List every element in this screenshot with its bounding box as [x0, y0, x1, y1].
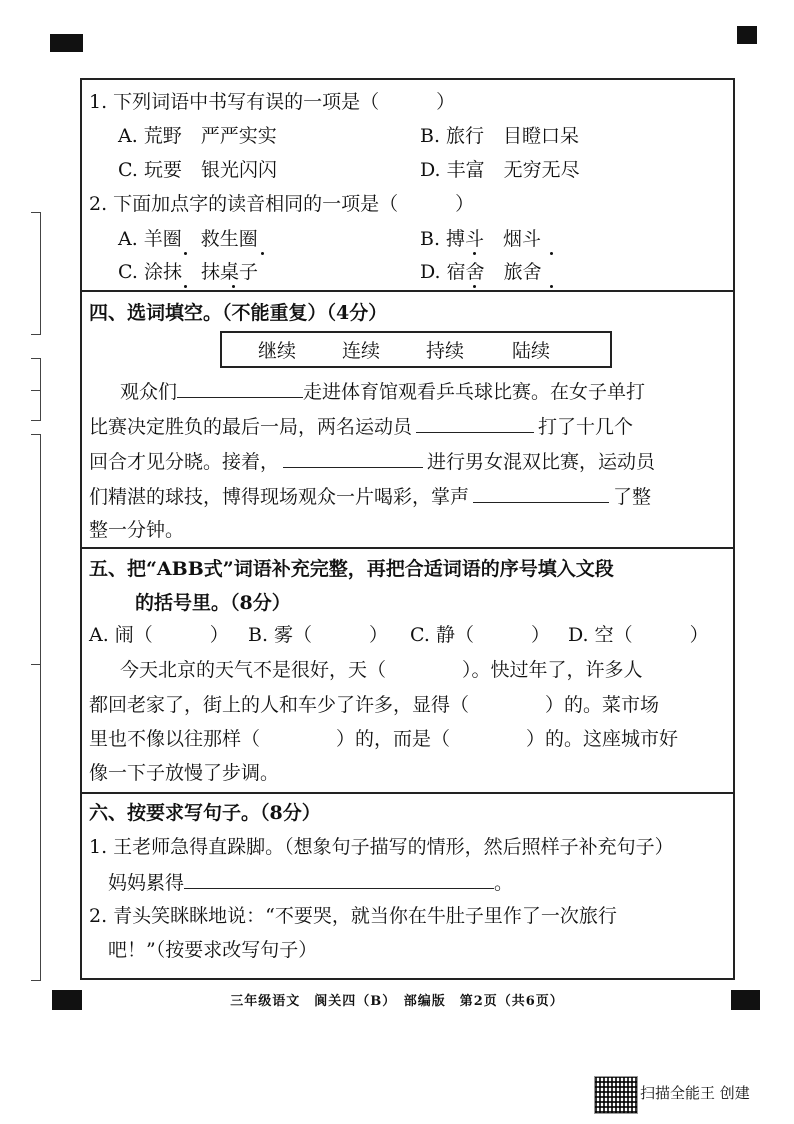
registration-mark-top-left — [50, 34, 83, 52]
s6-question-2-line1: 2. 青头笑眯眯地说：“不要哭，就当你在牛肚子里作了一次旅行 — [89, 905, 617, 927]
q2-option-c: C. 涂抹 抹桌子 — [118, 261, 258, 283]
q1-option-c: C. 玩要 银光闪闪 — [118, 159, 277, 181]
registration-mark-top-right — [737, 26, 757, 44]
emphasis-dot — [550, 285, 553, 288]
watermark-label: 扫描全能王 创建 — [640, 1084, 750, 1102]
s5-line-4: 像一下子放慢了步调。 — [89, 762, 280, 784]
word-bank-box — [220, 331, 612, 368]
s4-line-1: 观众们 走进体育馆观看乒乓球比赛。在女子单打 — [120, 381, 646, 403]
exam-sheet — [80, 78, 735, 980]
s5-option-a: A. 闹（ ） — [89, 624, 229, 646]
section-divider — [82, 547, 733, 549]
fill-blank[interactable] — [177, 379, 303, 398]
fill-blank[interactable] — [283, 449, 423, 468]
emphasis-dot — [550, 252, 553, 255]
emphasis-dot — [184, 285, 187, 288]
s5-option-c: C. 静（ ） — [410, 624, 550, 646]
answer-line[interactable] — [184, 870, 494, 889]
section-divider — [82, 792, 733, 794]
page-footer: 三年级语文 阆关四（B） 部编版 第2页（共6页） — [230, 994, 564, 1009]
q2-option-d: D. 宿舍 旅舍 — [420, 261, 542, 283]
emphasis-dot — [184, 252, 187, 255]
q1-option-a: A. 荒野 严严实实 — [118, 125, 277, 147]
q2-stem: 2. 下面加点字的读音相同的一项是（ ） — [89, 193, 475, 215]
section5-title-line1: 五、把“ABB式”词语补充完整，再把合适词语的序号填入文段 — [89, 558, 614, 580]
emphasis-dot — [473, 252, 476, 255]
word-bank-item: 陆续 — [512, 340, 551, 362]
s4-line-2: 比赛决定胜负的最后一局，两名运动员 打了十几个 — [89, 416, 634, 438]
word-bank-item: 持续 — [426, 340, 465, 362]
word-bank-item: 连续 — [342, 340, 381, 362]
qr-code-icon — [594, 1076, 638, 1114]
s4-line-4: 们精湛的球技，博得现场观众一片喝彩，掌声 了整 — [89, 486, 652, 508]
section-divider — [82, 290, 733, 292]
emphasis-dot — [473, 285, 476, 288]
q1-option-b: B. 旅行 目瞪口呆 — [420, 125, 580, 147]
s4-line-5: 整一分钟。 — [89, 519, 185, 541]
s6-question-2-line2: 吧！”（按要求改写句子） — [108, 939, 318, 961]
q1-stem: 1. 下列词语中书写有误的一项是（ ） — [89, 91, 456, 113]
s5-option-b: B. 雾（ ） — [248, 624, 389, 646]
s4-line-3: 回合才见分晓。接着， 进行男女混双比赛，运动员 — [89, 451, 656, 473]
fill-blank[interactable] — [473, 484, 609, 503]
emphasis-dot — [261, 252, 264, 255]
section4-title: 四、选词填空。（不能重复）（4分） — [89, 302, 388, 324]
s5-option-d: D. 空（ ） — [568, 624, 709, 646]
section5-title-line2: 的括号里。（8分） — [135, 592, 291, 614]
emphasis-dot — [232, 285, 235, 288]
section6-title: 六、按要求写句子。（8分） — [89, 802, 321, 824]
q1-option-d: D. 丰富 无穷无尽 — [420, 159, 580, 181]
s5-line-1: 今天北京的天气不是很好，天（ ）。快过年了，许多人 — [120, 659, 643, 681]
s5-line-2: 都回老家了，街上的人和车少了许多，显得（ ）的。菜市场 — [89, 694, 660, 716]
q2-option-a: A. 羊圈 救生圈 — [118, 228, 258, 250]
fill-blank[interactable] — [416, 414, 534, 433]
s5-line-3: 里也不像以往那样（ ）的，而是（ ）的。这座城市好 — [89, 728, 679, 750]
q2-option-b: B. 搏斗 烟斗 — [420, 228, 542, 250]
s6-question-1: 1. 王老师急得直跺脚。（想象句子描写的情形，然后照样子补充句子） — [89, 836, 674, 858]
s6-answer-1: 妈妈累得 。 — [108, 872, 514, 894]
word-bank-item: 继续 — [258, 340, 297, 362]
